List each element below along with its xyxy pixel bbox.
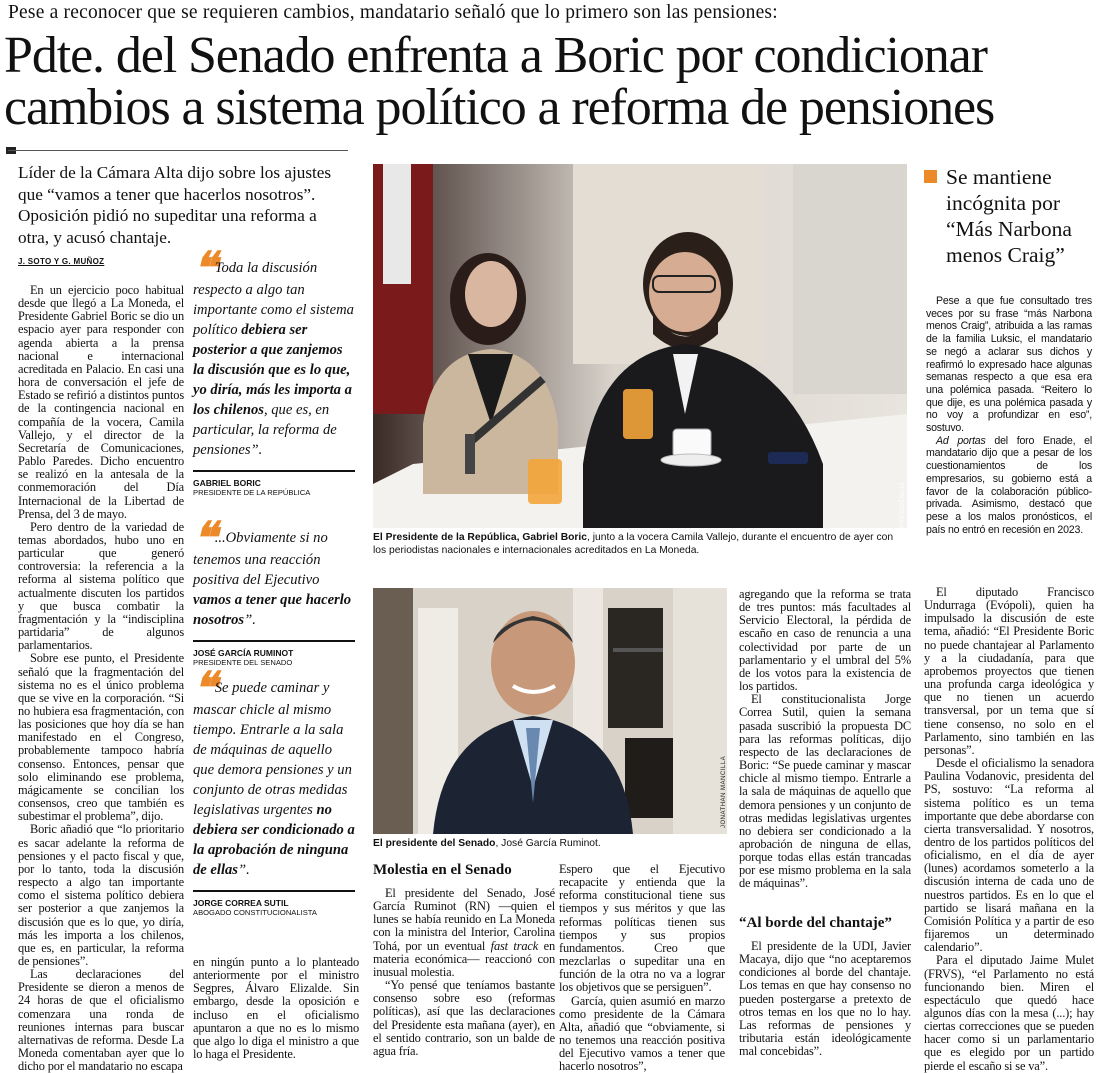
paragraph: Espero que el Ejecutivo recapacite y entienda que la reforma constitucional tiene sus tiempos y sus méritos y que las reformas políticas tienen sus tiempos y sus propios fundamentos. Creo que mezclarlas o supeditar una en función de la otra no va a lograr los objetivos que se persiguen”. — [559, 862, 725, 995]
headline: Pdte. del Senado enfrenta a Boric por condicionar cambios a sistema político a reforma de pensiones — [4, 27, 995, 136]
photo-garcia-image — [373, 588, 727, 834]
column-5 — [559, 863, 725, 1073]
column-1 — [18, 284, 184, 1073]
quote-text: ❝ ...Obviamente si no tenemos una reacción positiva del Ejecutivo vamos a tener que hacerlo nosotros”. — [193, 514, 352, 628]
pull-quote-boric — [193, 244, 355, 497]
quote-author-role: PRESIDENTE DE LA REPÚBLICA — [193, 488, 311, 497]
paragraph: El constitucionalista Jorge Correa Sutil, quien la semana pasada suscribió la propuesta DC para las reformas políticas, dijo respecto de las declaraciones de Boric: “Se puede caminar y mascar chicle al mismo tiempo. Entrarle a la sala de máquinas de aquello que demora pensiones y un conjunto de otras medidas legislativas urgentes no debiera ser condicionado a la aprobación de ninguna de ellas, porque todas ellas están trancadas por ese mismo problema en la sala de máquinas”. — [739, 692, 911, 891]
paragraph: en ningún punto a lo planteado anteriormente por el ministro Segpres, Álvaro Elizalde. Sin embargo, desde la oposición e incluso en el oficialismo apuntaron a que no es lo mismo que algo lo diga el ministro a que lo haga el Presidente. — [193, 955, 359, 1062]
paragraph: Pero dentro de la variedad de temas abordados, hubo uno en particular que generó controversia: la referencia a la reforma al sistema político que actualmente discuten los partidos y que busca combatir la fragmentación y la “indisciplina partidaria” de algunos parlamentarios. — [18, 519, 184, 653]
quote-author: GABRIEL BORIC — [193, 478, 261, 488]
paragraph: En un ejercicio poco habitual desde que llegó a La Moneda, el Presidente Gabriel Boric se dio un espacio ayer para responder con agenda abierta a la prensa nacional e internacional acreditada en Palacio. En casi una hora de conversación el jefe de Estado se refirió a distintos puntos de la contingencia nacional en compañía de la vocera, Camila Vallejo, y el director de la Secretaría de Comunicaciones, Pablo Paredes. Dicho encuentro se realizó en la antesala de la conmemoración del Día Internacional de la Libertad de Prensa, del 3 de mayo. — [18, 283, 184, 521]
quote-author-role: PRESIDENTE DEL SENADO — [193, 658, 293, 667]
paragraph: Ad portas del foro Enade, el mandatario dijo que a pesar de los cuestionamientos de los empresarios, su gobierno está a favor de la colaboración público-privada. Asimismo, destacó que pese a los malos pronósticos, el país no entró en recesión en 2023. — [926, 434, 1093, 536]
column-4 — [373, 887, 555, 1058]
quote-rule — [193, 890, 355, 892]
paragraph: El presidente de la UDI, Javier Macaya, dijo que “no aceptaremos condiciones al borde del chantaje. Los temas en que hay consenso no pueden postergarse a pretexto de otros temas en los que no lo hay. Las reformas de pensiones y tributaria están ideológicamente mal concebidas”. — [739, 939, 911, 1059]
column-2-tail — [193, 956, 359, 1061]
paragraph: “Yo pensé que teníamos bastante consenso sobre eso (reformas políticas), así que las declaraciones del Presidente esta mañana (ayer), en el sentido contrario, son un balde de agua fría. — [373, 978, 555, 1058]
section-title: “Al borde del chantaje” — [739, 915, 892, 931]
quote-author: JORGE CORREA SUTIL — [193, 898, 289, 908]
section-title: Molestia en el Senado — [373, 862, 512, 878]
paragraph: El diputado Francisco Undurraga (Evópoli), quien ha impulsado la discusión de este tema, añadió: “El Presidente Boric no puede chantajear al Parlamento y a la ciudadanía, para que aprobemos proyectos que tienen una profunda carga ideológica y que no tienen un acuerdo transversal, por un tema que sí tiene consenso, no solo en el Parlamento, sino también en las personas”. — [924, 585, 1094, 757]
column-7 — [924, 586, 1094, 1073]
paragraph: El presidente del Senado, José García Ruminot (RN) —quien el lunes se había reunido en La Moneda con la ministra del Interior, Carolina Tohá, por un eventual fast track en materia económica— reaccionó con inusual molestia. — [373, 886, 555, 979]
sidebar-body — [926, 295, 1092, 536]
quote-author-role: ABOGADO CONSTITUCIONALISTA — [193, 908, 317, 917]
column-6-bottom — [739, 940, 911, 1058]
photo-caption: El Presidente de la República, Gabriel Boric, junto a la vocera Camila Vallejo, durante el encuentro de ayer con los periodistas nacionales e internacionales acreditados en La Moneda. — [373, 532, 894, 556]
sidebar-square-icon — [924, 170, 937, 183]
paragraph: Pese a que fue consultado tres veces por su frase “más Narbona menos Craig”, atribuida a las ramas de la familia Luksic, el mandatario se negó a aclarar sus dichos y reafirmó lo expresado hace algunas semanas respecto a que esa era una polémica pasada. “Reitero lo que dije, es una polémica pasada y no voy a profundizar en eso”, sostuvo. — [926, 295, 1092, 435]
photo-garcia — [373, 588, 727, 834]
photo-boric-image — [373, 164, 907, 528]
pull-quote-garcia — [193, 514, 355, 667]
kicker: Pese a reconocer que se requieren cambios, mandatario señaló que lo primero son las pensiones: — [8, 2, 778, 23]
lead: Líder de la Cámara Alta dijo sobre los ajustes que “vamos a tener que hacerlos nosotros”. Oposición pidió no supeditar una reforma a otra, y acusó chantaje. — [18, 163, 332, 247]
quote-author: JOSÉ GARCÍA RUMINOT — [193, 648, 294, 658]
quote-text: ❝ Se puede caminar y mascar chicle al mismo tiempo. Entrarle a la sala de máquinas de aquello que demora pensiones y un conjunto de otras medidas legislativas urgentes no debiera ser condicionado a la aprobación de ninguna de ellas”. — [193, 664, 355, 878]
paragraph: Las declaraciones del Presidente se dieron a menos de 24 horas de que el oficialismo comenzara una ronda de reuniones internas para buscar alternativas de reforma. Desde La Moneda comentaban ayer que lo dicho por el mandatario no escapa — [18, 967, 184, 1073]
column-6 — [739, 588, 911, 891]
photo-caption: El presidente del Senado, José García Ruminot. — [373, 838, 601, 849]
paragraph: Sobre ese punto, el Presidente señaló que la fragmentación del sistema no es el único problema que se vive en la corporación. “Si no hubiera esa fragmentación, con las posiciones que hoy día se han manifestado en el Congreso, probablemente tampoco habría consenso. Entonces, pensar que solo eliminando ese problema, mágicamente se concilian los consensos, creo que también es subestimar el problema”, dijo. — [18, 651, 184, 824]
sidebar-title: Se mantiene incógnita por “Más Narbona menos Craig” — [946, 165, 1072, 267]
photo-credit: PRESIDENCIA — [900, 481, 906, 528]
paragraph: Boric añadió que “lo prioritario es sacar adelante la reforma de pensiones y el pacto fiscal y que, por lo tanto, toda la discusión respecto a algo tan importante como el sistema político debiera ser posterior a que zanjemos la discusión que es lo que, yo diría, más les importa a los chilenos, que es, en particular, la reforma de pensiones”. — [18, 822, 184, 968]
quote-mark-icon: ❝ — [193, 664, 211, 713]
paragraph: Para el diputado Jaime Mulet (FRVS), “el Parlamento no está funcionando bien. Miren el espectáculo que quedó hace algunos días con la mesa (...); hay ciertas correcciones que se pueden hacer como si un parlamentario que es elegido por un partido pierde el escaño si se va”. — [924, 953, 1094, 1073]
rule — [8, 150, 348, 151]
quote-mark-icon: ❝ — [193, 514, 211, 563]
paragraph: agregando que la reforma se trata de tres puntos: más facultades al Servicio Electoral, la pérdida de escaño en caso de renuncia a una colectividad por parte de un parlamentario y el umbral del 5% de los votos para la existencia de los partidos. — [739, 587, 911, 694]
byline: J. SOTO Y G. MUÑOZ — [18, 257, 105, 266]
quote-text: ❝ Toda la discusión respecto a algo tan importante como el sistema político debiera ser posterior a que zanjemos la discusión que es lo que, yo diría, más les importa a los chilenos, que es, en particular, la reforma de pensiones”. — [193, 244, 354, 458]
quote-rule — [193, 470, 355, 472]
photo-credit: JONATHAN MANCILLA — [721, 755, 727, 828]
paragraph: Desde el oficialismo la senadora Paulina Vodanovic, presidenta del PS, sostuvo: “La reforma al sistema político es un tema importante que debe abordarse con cierta transversalidad. Y nosotros, dentro de los partidos políticos del oficialismo, en el día de ayer (lunes) acordamos someterlo a la discusión interna de cada uno de nuestros partidos. Es en lo que el partido se lisará mañana en la Comisión Política y a partir de eso fijaremos un determinado calendario”. — [924, 756, 1094, 955]
pull-quote-correa — [193, 664, 355, 917]
paragraph: García, quien asumió en marzo como presidente de la Cámara Alta, añadió que “obviamente, si no tenemos una reacción positiva del Ejecutivo vamos a tener que hacerlo nosotros”, — [559, 993, 725, 1073]
quote-rule — [193, 640, 355, 642]
quote-mark-icon: ❝ — [193, 244, 211, 293]
photo-boric-press — [373, 164, 907, 528]
